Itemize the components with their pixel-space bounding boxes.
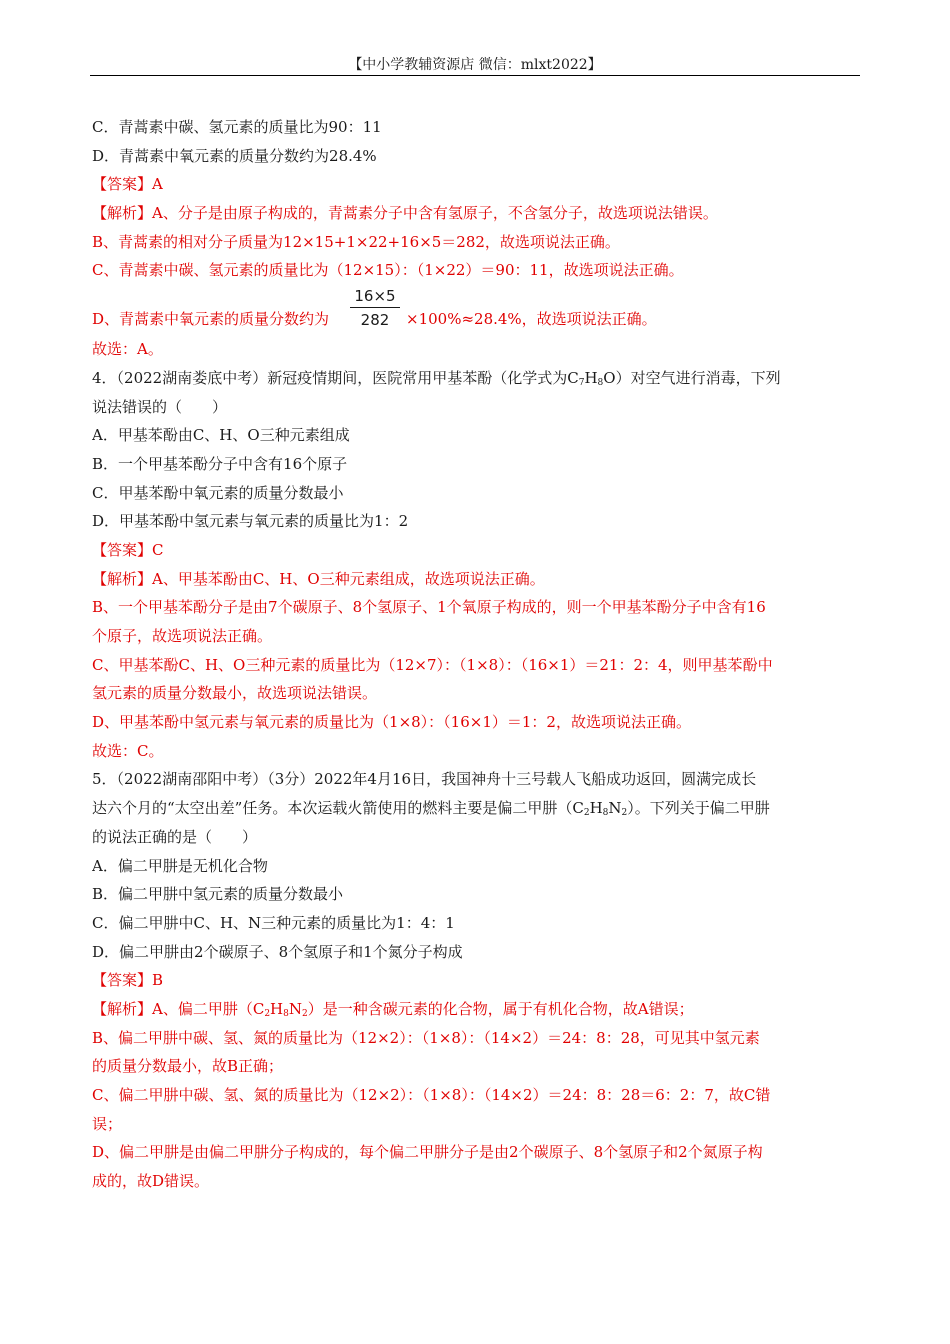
- q5-analysis-c1: C、偏二甲肼中碳、氢、氮的质量比为（12×2）：（1×8）：（14×2）＝24：8：28＝6：2：7，故C错: [92, 1086, 771, 1104]
- q5-stem-pre: 达六个月的“太空出差”任务。本次运载火箭使用的燃料主要是偏二甲肼（C: [92, 799, 584, 818]
- q5-option-d: D．偏二甲肼由2个碳原子、8个氢原子和1个氮分子构成: [92, 942, 463, 961]
- fraction: [350, 285, 400, 332]
- q5-formula-n: N: [608, 799, 622, 818]
- q3-analysis-b: B、青蒿素的相对分子质量为12×15+1×22+16×5＝282，故选项说法正确。: [92, 232, 620, 251]
- q4-analysis-b1: B、一个甲基苯酚分子是由7个碳原子、8个氢原子、1个氧原子构成的，则一个甲基苯酚分子中含有16: [92, 598, 766, 617]
- q4-stem-line1: [92, 364, 860, 393]
- q5-analysis-sub-h: 8: [283, 1008, 289, 1019]
- q4-analysis-d: D、甲基苯酚中氢元素与氧元素的质量比为（1×8）：（16×1）＝1：2，故选项说法正确。: [92, 713, 691, 732]
- q5-option-c: C．偏二甲肼中C、H、N三种元素的质量比为1：4：1: [92, 913, 455, 932]
- q3-analysis-a: 【解析】A、分子是由原子构成的，青蒿素分子中含有氢原子，不含氢分子，故选项说法错误。: [92, 204, 718, 223]
- q5-option-a: A．偏二甲肼是无机化合物: [92, 856, 268, 875]
- q5-analysis-c2: 误；: [92, 1114, 123, 1133]
- q4-formula-h: H: [584, 368, 598, 387]
- q4-option-a: A．甲基苯酚由C、H、O三种元素组成: [92, 426, 350, 445]
- q5-stem-line1: 5．（2022湖南邵阳中考）（3分）2022年4月16日，我国神舟十三号载人飞船成功返回，圆满完成长: [92, 770, 757, 789]
- q5-analysis-d2: 成的，故D错误。: [92, 1172, 210, 1191]
- header-rule: [90, 75, 860, 76]
- q5-analysis-b2: 的质量分数最小，故B正确；: [92, 1057, 284, 1076]
- q5-analysis-sub-n: 2: [302, 1008, 308, 1019]
- q4-analysis-b2: 个原子，故选项说法正确。: [92, 627, 273, 645]
- q4-stem-post: O）对空气进行消毒，下列: [603, 368, 781, 387]
- q5-option-b: B．偏二甲肼中氢元素的质量分数最小: [92, 885, 344, 904]
- q5-stem-post: ）。下列关于偏二甲肼: [627, 799, 770, 818]
- q5-stem-line2: [92, 794, 860, 823]
- q4-option-b: B．一个甲基苯酚分子中含有16个原子: [92, 454, 348, 473]
- q5-analysis-d1: D、偏二甲肼是由偏二甲肼分子构成的，每个偏二甲肼分子是由2个碳原子、8个氢原子和2个氮原子构: [92, 1143, 763, 1162]
- q5-analysis-a-pre: 【解析】A、偏二甲肼（C: [92, 999, 265, 1018]
- q3-analysis-d-text: D、青蒿素中氧元素的质量分数约为: [92, 310, 330, 329]
- fraction-denominator: 282: [360, 311, 390, 330]
- q4-choice: 故选：C。: [92, 741, 164, 760]
- q4-analysis-c1: C、甲基苯酚C、H、O三种元素的质量比为（12×7）：（1×8）：（16×1）＝21：2：4，则甲基苯酚中: [92, 655, 773, 674]
- q4-analysis-a: 【解析】A、甲基苯酚由C、H、O三种元素组成，故选项说法正确。: [92, 569, 545, 588]
- q5-analysis-sub-c: 2: [264, 1008, 271, 1019]
- q5-formula-sub-h: 8: [602, 808, 609, 819]
- q4-stem-pre: 4．（2022湖南娄底中考）新冠疫情期间，医院常用甲基苯酚（化学式为C: [92, 368, 579, 387]
- page-header: 【中小学教辅资源店 微信：mlxt2022】: [348, 57, 602, 73]
- q5-analysis-n: N: [288, 999, 302, 1018]
- q5-answer: 【答案】B: [92, 971, 164, 990]
- q3-choice: 故选：A。: [92, 340, 163, 359]
- q5-formula-sub-n: 2: [621, 808, 628, 819]
- q3-analysis-d: [92, 285, 860, 335]
- q4-option-c: C．甲基苯酚中氧元素的质量分数最小: [92, 483, 344, 502]
- q5-analysis-h: H: [270, 999, 284, 1018]
- fraction-numerator: 16×5: [350, 285, 400, 308]
- q4-stem-line2: 说法错误的（ ）: [92, 397, 228, 416]
- q3-analysis-d-result: ×100%≈28.4%，故选项说法正确。: [406, 310, 657, 329]
- q5-stem-line3: 的说法正确的是（ ）: [92, 827, 258, 846]
- q3-answer: 【答案】A: [92, 175, 163, 194]
- q4-option-d: D．甲基苯酚中氢元素与氧元素的质量比为1：2: [92, 512, 409, 531]
- q5-analysis-a-post: ）是一种含碳元素的化合物，属于有机化合物，故A错误；: [307, 999, 694, 1018]
- q3-option-d: D．青蒿素中氧元素的质量分数约为28.4%: [92, 146, 377, 165]
- q3-option-c: C．青蒿素中碳、氢元素的质量比为90：11: [92, 118, 382, 136]
- q5-analysis-a: [92, 995, 860, 1024]
- q4-formula-sub8: 8: [597, 377, 604, 388]
- q5-formula-sub-c: 2: [583, 808, 590, 819]
- q3-analysis-c: C、青蒿素中碳、氢元素的质量比为（12×15）：（1×22）＝90：11，故选项说法正确。: [92, 261, 684, 280]
- q4-answer: 【答案】C: [92, 540, 164, 559]
- q5-formula-h: H: [589, 799, 603, 818]
- q4-analysis-c2: 氢元素的质量分数最小，故选项说法错误。: [92, 684, 378, 703]
- document-body: [92, 113, 860, 1196]
- q4-formula-sub7: 7: [578, 377, 585, 388]
- q5-analysis-b1: B、偏二甲肼中碳、氢、氮的质量比为（12×2）：（1×8）：（14×2）＝24：8：28，可见其中氢元素: [92, 1028, 760, 1047]
